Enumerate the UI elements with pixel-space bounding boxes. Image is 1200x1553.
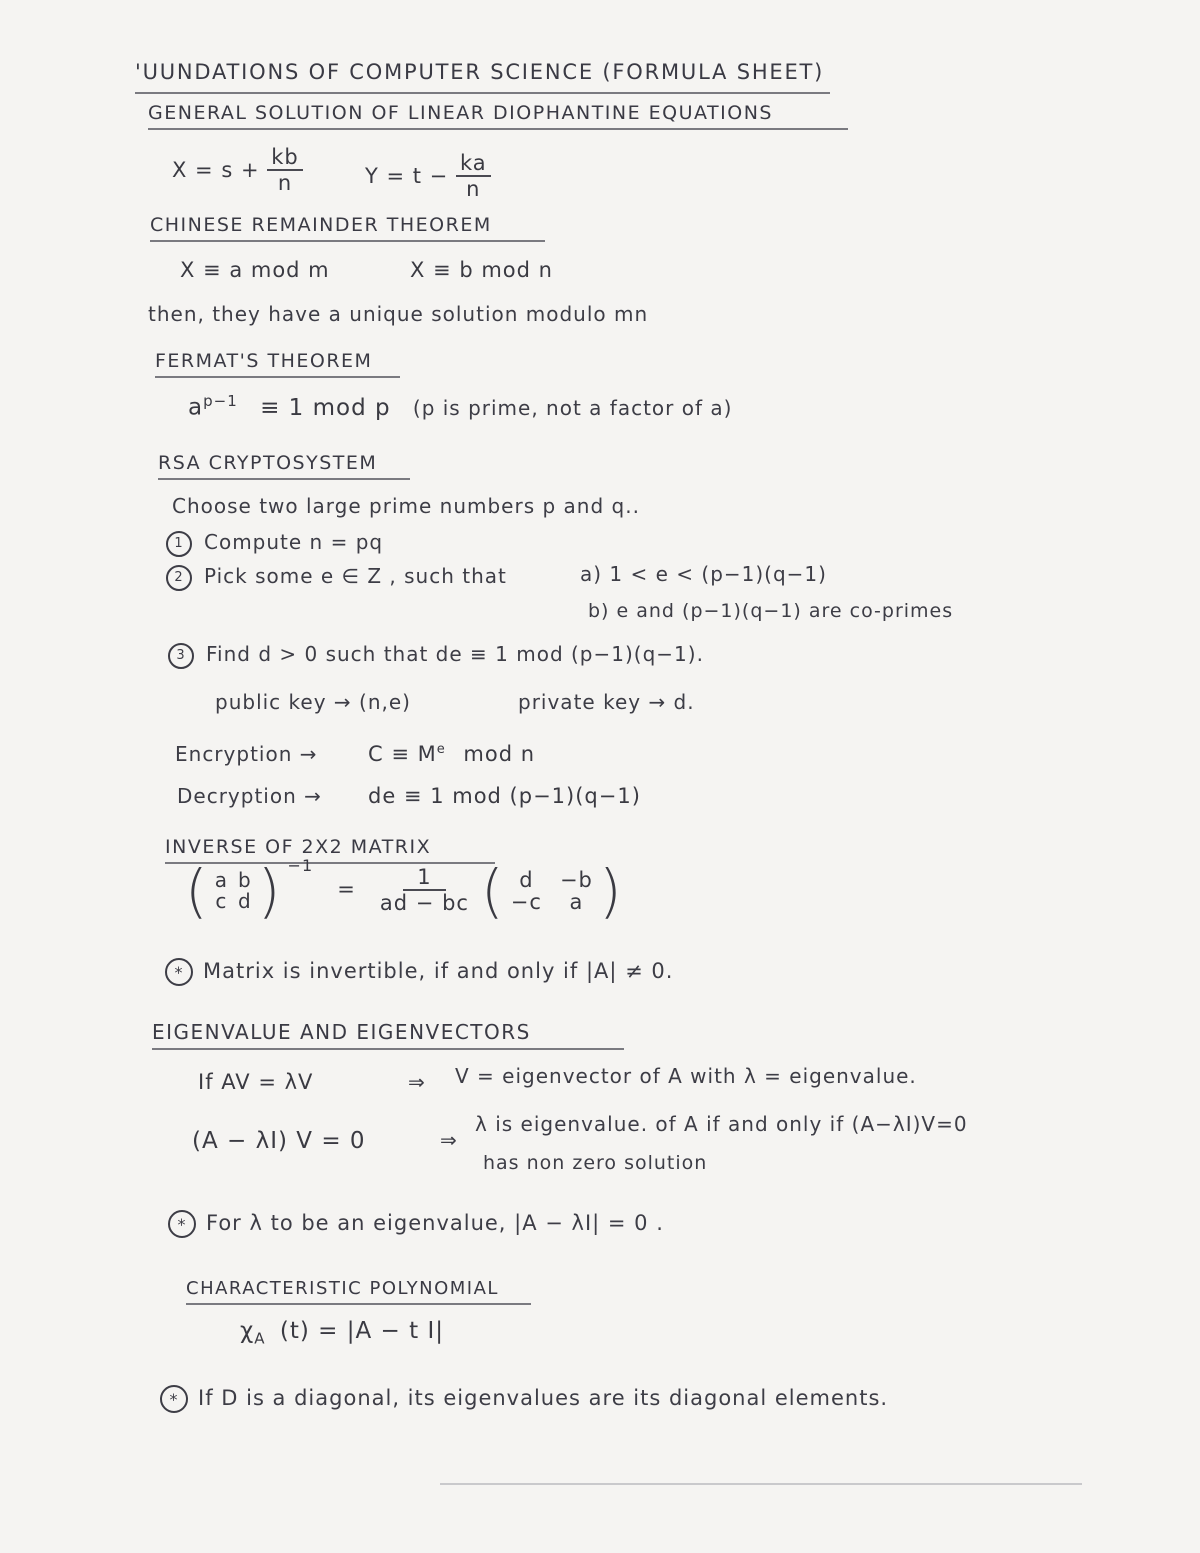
right-paren-icon: ) <box>257 857 282 925</box>
inverse-exponent: −1 <box>287 856 314 876</box>
diophantine-x-lhs: X = s + <box>172 158 260 183</box>
rsa-step-2-text: Pick some e ∈ Z , such that <box>204 564 507 588</box>
input-matrix-a: a <box>214 868 228 892</box>
charpoly-chi: χ <box>240 1318 255 1344</box>
diophantine-x-numerator: kb <box>267 146 303 171</box>
input-matrix-b: b <box>238 868 252 892</box>
fermat-heading: FERMAT'S THEOREM <box>155 350 400 378</box>
rsa-encryption-modulus: mod n <box>463 742 536 766</box>
diagonal-note-text: If D is a diagonal, its eigenvalues are its diagonal elements. <box>198 1386 889 1410</box>
rsa-encryption-formula <box>368 742 535 766</box>
rsa-decryption-formula: de ≡ 1 mod (p−1)(q−1) <box>368 784 641 808</box>
adjugate-matrix-d: a <box>569 890 584 914</box>
fermat-condition: (p is prime, not a factor of a) <box>412 395 733 420</box>
step-1-marker: 1 <box>166 531 192 557</box>
rsa-heading: RSA CRYPTOSYSTEM <box>158 452 410 480</box>
eigen-heading: EIGENVALUE AND EIGENVECTORS <box>152 1020 624 1050</box>
crt-heading: CHINESE REMAINDER THEOREM <box>150 214 545 242</box>
eigen-note <box>168 1210 664 1238</box>
eigen-definition-rhs: V = eigenvector of A with λ = eigenvalue. <box>455 1064 917 1088</box>
fraction-denominator: ad − bc <box>379 890 469 915</box>
rsa-step-3 <box>168 642 704 669</box>
diophantine-y-lhs: Y = t − <box>365 164 449 189</box>
rsa-step-2-condition-a: a) 1 < e < (p−1)(q−1) <box>580 562 827 586</box>
crt-equation-1: X ≡ a mod m <box>180 258 330 282</box>
left-paren-icon: ( <box>185 857 209 925</box>
asterisk-icon: * <box>168 1210 196 1238</box>
step-2-marker: 2 <box>166 565 192 591</box>
bottom-divider <box>440 1483 1082 1485</box>
diophantine-y-fraction <box>456 152 491 202</box>
adjugate-matrix <box>511 869 593 913</box>
asterisk-icon: * <box>160 1385 188 1413</box>
inverse-formula <box>185 856 623 925</box>
page-title: 'UUNDATIONS OF COMPUTER SCIENCE (FORMULA SHEET) <box>135 60 830 94</box>
rsa-step-1 <box>166 530 383 557</box>
diagonal-note <box>160 1385 888 1413</box>
fermat-base: a <box>188 394 204 421</box>
rsa-step-1-text: Compute n = pq <box>204 530 384 554</box>
inverse-heading: INVERSE OF 2X2 MATRIX <box>165 836 495 864</box>
determinant-fraction <box>380 866 469 916</box>
diophantine-heading: GENERAL SOLUTION OF LINEAR DIOPHANTINE EQUATIONS <box>148 102 848 130</box>
input-matrix-d: d <box>238 889 252 913</box>
rsa-intro: Choose two large prime numbers p and q.. <box>172 494 640 518</box>
charpoly-heading: CHARACTERISTIC POLYNOMIAL <box>186 1278 531 1305</box>
charpoly-formula <box>240 1318 444 1348</box>
rsa-encryption-base: C ≡ M <box>368 742 437 766</box>
diophantine-y-equation <box>365 152 491 202</box>
fermat-exponent: p−1 <box>203 392 238 410</box>
right-paren-icon: ) <box>598 857 623 925</box>
rsa-encryption-exponent: e <box>436 742 446 757</box>
rsa-step-2-condition-b: b) e and (p−1)(q−1) are co-primes <box>588 600 954 622</box>
adjugate-matrix-c: −c <box>510 890 542 914</box>
crt-statement: then, they have a unique solution modulo mn <box>148 302 649 326</box>
rsa-step-3-text: Find d > 0 such that de ≡ 1 mod (p−1)(q−1). <box>206 642 704 666</box>
rsa-encryption-label: Encryption → <box>175 742 318 766</box>
implies-arrow-icon: ⇒ <box>408 1070 426 1094</box>
implies-arrow-icon: ⇒ <box>440 1128 458 1152</box>
inverse-note <box>165 958 673 986</box>
eigen-condition-continued: has non zero solution <box>483 1152 708 1174</box>
inverse-note-text: Matrix is invertible, if and only if |A| ≠ 0. <box>203 959 674 983</box>
asterisk-icon: * <box>165 958 193 986</box>
rsa-decryption-label: Decryption → <box>177 784 322 808</box>
equals-sign: = <box>337 876 356 901</box>
fraction-numerator: 1 <box>403 866 445 891</box>
fermat-formula <box>188 392 732 421</box>
diophantine-x-equation <box>172 146 303 196</box>
eigen-equation: (A − λI) V = 0 <box>192 1128 366 1154</box>
rsa-step-2 <box>166 564 507 591</box>
charpoly-subscript: A <box>254 1329 266 1348</box>
eigen-note-text: For λ to be an eigenvalue, |A − λI| = 0 . <box>206 1211 664 1235</box>
input-matrix-c: c <box>215 889 228 913</box>
step-3-marker: 3 <box>168 643 194 669</box>
input-matrix <box>215 870 252 912</box>
rsa-private-key: private key → d. <box>518 690 695 714</box>
rsa-public-key: public key → (n,e) <box>215 690 411 714</box>
eigen-condition: λ is eigenvalue. of A if and only if (A−λI)V=0 <box>475 1112 968 1136</box>
diophantine-y-denominator: n <box>466 177 481 202</box>
fermat-congruence: ≡ 1 mod p <box>260 394 391 421</box>
diophantine-y-numerator: ka <box>456 152 491 177</box>
adjugate-matrix-a: d <box>519 867 534 892</box>
crt-equation-2: X ≡ b mod n <box>410 258 553 282</box>
charpoly-expression: (t) = |A − t I| <box>279 1318 444 1344</box>
eigen-definition-lhs: If AV = λV <box>198 1070 314 1094</box>
diophantine-x-denominator: n <box>277 171 293 196</box>
adjugate-matrix-b: −b <box>559 867 593 892</box>
diophantine-x-fraction <box>267 146 303 196</box>
left-paren-icon: ( <box>481 857 505 925</box>
